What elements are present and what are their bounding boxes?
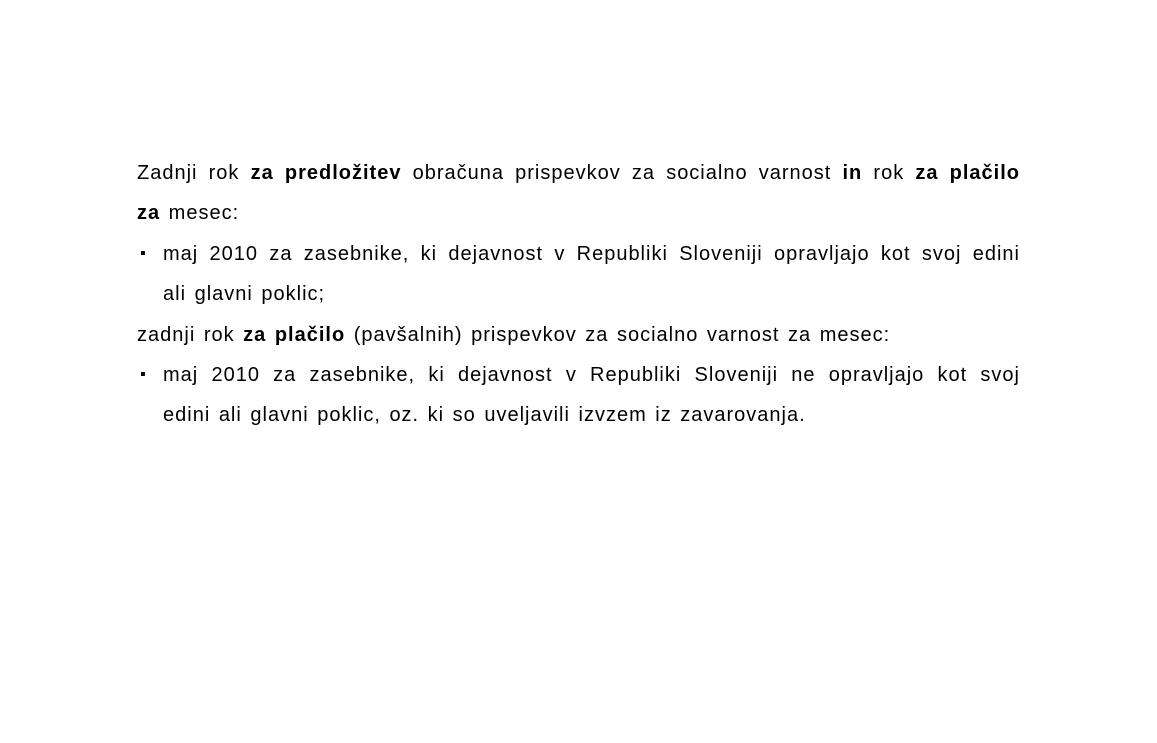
text-segment: (pavšalnih) prispevkov za socialno varnost za mesec:: [345, 323, 891, 346]
text-segment-bold: in: [842, 162, 863, 184]
text-line: [137, 193, 1020, 233]
text-line: edini ali glavni poklic, oz. ki so uveljavili izvzem iz zavarovanja.: [163, 404, 806, 427]
text-block: [137, 153, 1020, 436]
bullet-item-primary-occupation: [137, 234, 1020, 315]
text-segment: obračuna prispevkov za socialno varnost: [401, 162, 843, 184]
text-segment: mesec:: [160, 202, 240, 225]
text-line: maj 2010 za zasebnike, ki dejavnost v Republiki Sloveniji opravljajo kot svoj edini: [163, 242, 1020, 265]
bullet-item-exempt-insurance: [137, 355, 1020, 436]
text-line: ali glavni poklic;: [163, 283, 326, 306]
text-segment-bold: za plačilo: [243, 323, 346, 346]
bullet-square-icon: ▪: [140, 365, 147, 383]
bullet-square-icon: ▪: [140, 244, 147, 262]
text-line: [137, 153, 1020, 193]
paragraph-deadline-submission: [137, 153, 1020, 234]
paragraph-deadline-payment: [137, 315, 1020, 355]
text-segment: zadnji rok: [137, 323, 244, 346]
text-line: [137, 315, 1020, 355]
text-segment-bold: za: [137, 202, 161, 225]
text-segment-bold: za plačilo: [915, 162, 1020, 184]
text-segment-bold: za predložitev: [250, 162, 402, 184]
text-segment: Zadnji rok: [137, 162, 251, 184]
text-line: maj 2010 za zasebnike, ki dejavnost v Republiki Sloveniji ne opravljajo kot svoj: [163, 363, 1020, 386]
text-segment: rok: [862, 162, 916, 184]
